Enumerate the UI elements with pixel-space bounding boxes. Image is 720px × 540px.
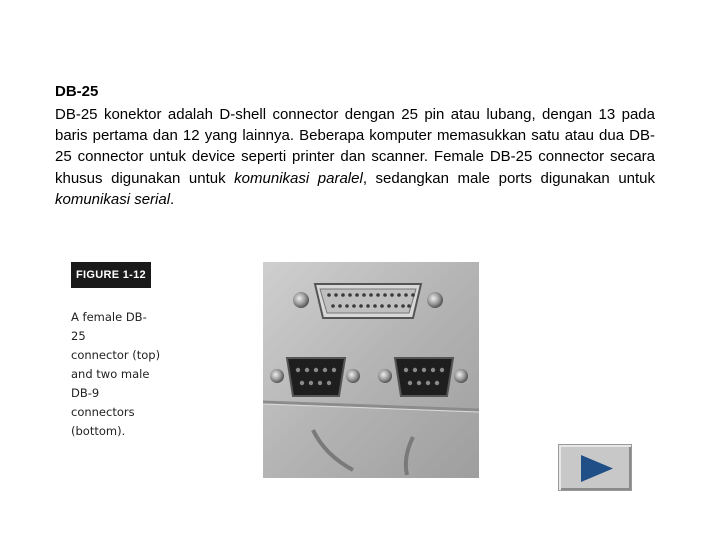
figure-caption <box>71 308 161 441</box>
slide-paragraph <box>55 104 655 210</box>
paragraph-italic-2: komunikasi serial <box>55 190 171 208</box>
slide-heading: DB-25 <box>55 83 99 100</box>
connector-photo-illustration <box>263 262 479 478</box>
caption-line: DB-9 connectors <box>71 386 135 419</box>
caption-line: (bottom). <box>71 424 126 438</box>
paragraph-text-1: DB-25 konektor adalah D-shell connector dengan 25 pin atau lubang, dengan 13 pada baris pertama dan 12 yang lainnya. Beberapa komputer memasukkan satu atau dua DB-25 connector untuk device seperti printer dan scanner. Female DB-25 connector secara khusus digunakan untuk <box>55 106 655 187</box>
paragraph-italic-1: komunikasi paralel <box>234 169 363 187</box>
caption-line: connector (top) <box>71 348 161 362</box>
paragraph-text-2: , sedangkan male ports digunakan untuk <box>362 169 656 187</box>
caption-line: and two male <box>71 367 150 381</box>
figure-label: FIGURE 1-12 <box>71 262 151 288</box>
next-slide-button[interactable] <box>558 444 632 491</box>
caption-line: A female DB-25 <box>71 310 147 343</box>
paragraph-text-3: . <box>170 190 175 208</box>
connector-photo <box>263 262 479 478</box>
play-triangle-icon <box>581 455 613 482</box>
